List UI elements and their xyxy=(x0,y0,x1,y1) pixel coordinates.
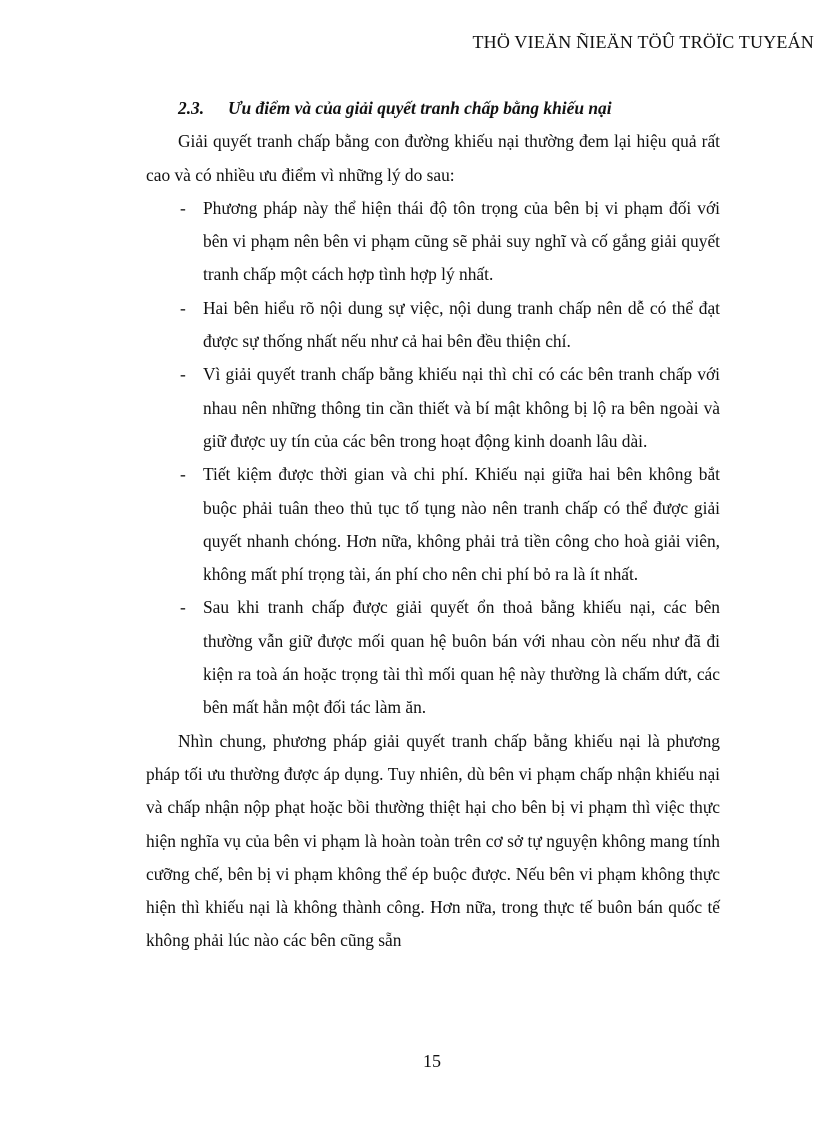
list-item-text: Phương pháp này thể hiện thái độ tôn trọng của bên bị vi phạm đối với bên vi phạm nên bên vi phạm cũng sẽ phải suy nghĩ và cố gắng giải quyết tranh chấp một cách hợp tình hợp lý nhất. xyxy=(203,197,720,285)
conclusion-paragraph: Nhìn chung, phương pháp giải quyết tranh chấp bằng khiếu nại là phương pháp tối ưu thường được áp dụng. Tuy nhiên, dù bên vi phạm chấp nhận khiếu nại và chấp nhận nộp phạt hoặc bồi thường thiệt hại cho bên bị vi phạm thì việc thực hiện nghĩa vụ của bên vi phạm là hoàn toàn trên cơ sở tự nguyện không mang tính cưỡng chế, bên bị vi phạm không thể ép buộc được. Nếu bên vi phạm không thực hiện thì khiếu nại là không thành công. Hơn nữa, trong thực tế buôn bán quốc tế không phải lúc nào các bên cũng sẵn xyxy=(146,730,720,951)
bullet-dash: - xyxy=(180,364,186,385)
bullet-dash: - xyxy=(180,597,186,618)
list-item-text: Hai bên hiểu rõ nội dung sự việc, nội dung tranh chấp nên dễ có thể đạt được sự thống nhất nếu như cả hai bên đều thiện chí. xyxy=(203,297,720,352)
section-title: Ưu điểm và của giải quyết tranh chấp bằng khiếu nại xyxy=(228,98,612,118)
list-item-text: Sau khi tranh chấp được giải quyết ổn thoả bằng khiếu nại, các bên thường vẫn giữ được mối quan hệ buôn bán với nhau còn nếu như đã đi kiện ra toà án hoặc trọng tài thì mối quan hệ này thường là chấm dứt, các bên mất hẳn một đối tác làm ăn. xyxy=(203,597,720,718)
section-number: 2.3. xyxy=(178,98,205,118)
section-heading xyxy=(178,92,720,125)
advantages-list xyxy=(146,192,720,725)
list-item-text: Tiết kiệm được thời gian và chi phí. Khiếu nại giữa hai bên không bắt buộc phải tuân theo thủ tục tố tụng nào nên tranh chấp có thể được giải quyết nhanh chóng. Hơn nữa, không phải trả tiền công cho hoà giải viên, không mất phí trọng tài, án phí cho nên chi phí bỏ ra là ít nhất. xyxy=(203,464,720,585)
list-item xyxy=(146,292,720,359)
page-number: 15 xyxy=(423,1051,441,1071)
bullet-dash: - xyxy=(180,197,186,218)
intro-paragraph: Giải quyết tranh chấp bằng con đường khiếu nại thường đem lại hiệu quả rất cao và có nhiều ưu điểm vì những lý do sau: xyxy=(146,131,720,185)
bullet-dash: - xyxy=(180,297,186,318)
list-item xyxy=(146,591,720,724)
list-item xyxy=(146,458,720,591)
list-item xyxy=(146,358,720,458)
running-header: THÖ VIEÄN ÑIEÄN TÖÛ TRÖÏC TUYEÁN xyxy=(472,32,814,52)
page-body xyxy=(146,92,720,958)
bullet-dash: - xyxy=(180,464,186,485)
list-item xyxy=(146,192,720,292)
list-item-text: Vì giải quyết tranh chấp bằng khiếu nại thì chỉ có các bên tranh chấp với nhau nên những thông tin cần thiết và bí mật không bị lộ ra bên ngoài và giữ được uy tín của các bên trong hoạt động kinh doanh lâu dài. xyxy=(203,364,720,451)
